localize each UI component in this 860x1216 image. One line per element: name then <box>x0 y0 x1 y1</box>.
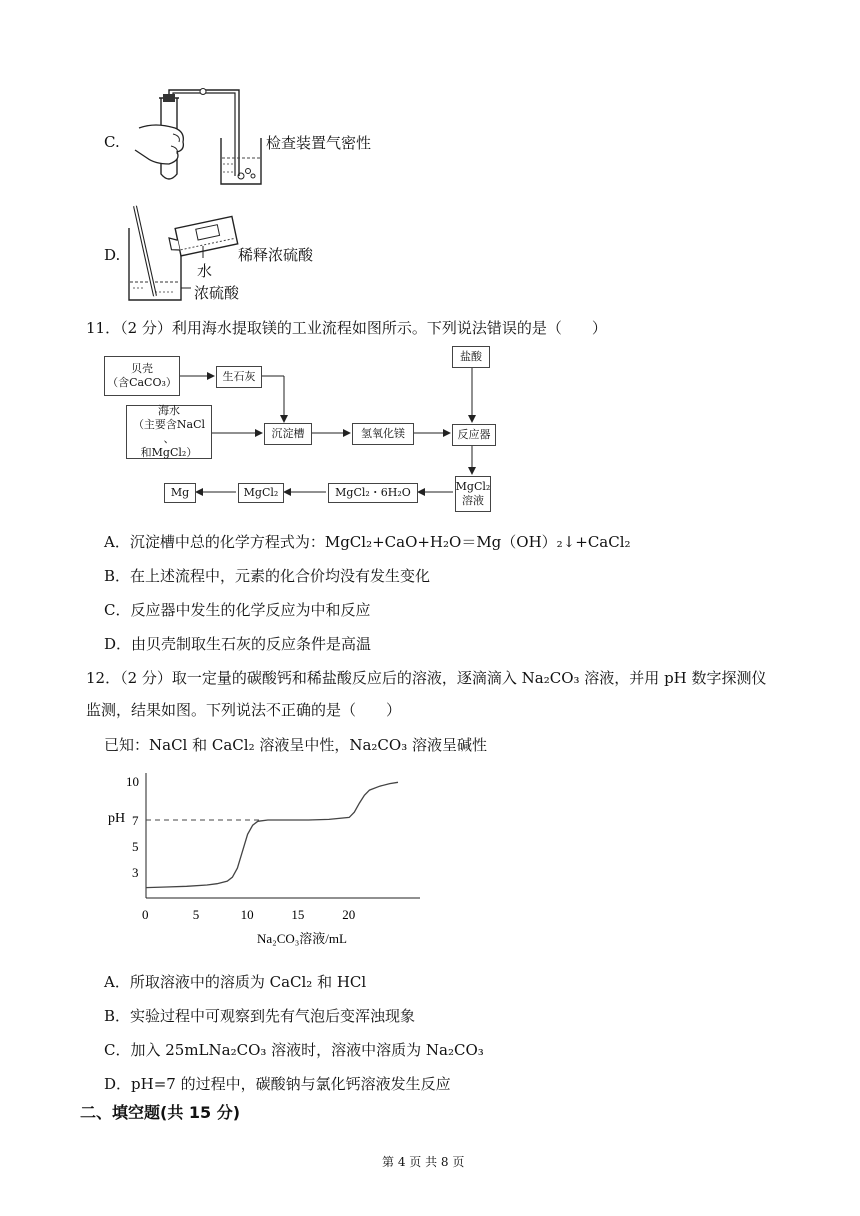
ph-chart <box>100 765 430 950</box>
x-tick-label: 15 <box>291 907 305 922</box>
q12-option-a: A．所取溶液中的溶质为 CaCl₂ 和 HCl <box>104 973 367 991</box>
option-c-label: C. <box>104 133 120 151</box>
x-tick-label: 10 <box>240 907 254 922</box>
flow-mgcl2-box <box>238 483 284 503</box>
option-d-label: D. <box>104 246 121 264</box>
y-tick-label: 10 <box>126 774 139 789</box>
flow-seawater-label: 海水 <box>158 404 180 417</box>
x-axis-label: Na₂CO₃溶液/mL <box>257 931 347 946</box>
y-axis-label: pH <box>108 811 126 826</box>
flow-mgoh-box <box>352 423 414 445</box>
x-tick-label: 20 <box>342 907 356 922</box>
option-c-caption: 检查装置气密性 <box>266 134 372 152</box>
q12-option-c: C．加入 25mLNa₂CO₃ 溶液时，溶液中溶质为 Na₂CO₃ <box>104 1041 484 1059</box>
ph-curve <box>146 782 398 887</box>
flow-mgcl2-solution-label: 溶液 <box>462 494 484 507</box>
flow-mgcl2-label: MgCl₂ <box>243 486 279 499</box>
flow-mgcl2-solution-box <box>455 476 491 512</box>
flow-mgcl2-solution-formula: MgCl₂ <box>455 480 491 493</box>
q11-option-c: C．反应器中发生的化学反应为中和反应 <box>104 601 371 619</box>
q12-stem-line2: 监测，结果如图。下列说法不正确的是（ ） <box>86 701 402 719</box>
section-two-heading: 二、填空题(共 15 分) <box>80 1103 241 1122</box>
flow-reactor-label: 反应器 <box>457 428 491 441</box>
flow-tank-box <box>264 423 312 445</box>
y-tick-label: 7 <box>132 813 139 828</box>
x-tick-label: 5 <box>192 907 200 922</box>
flow-quicklime-label: 生石灰 <box>222 370 256 383</box>
flow-mg-label: Mg <box>170 486 190 499</box>
flow-hydrate-box <box>328 483 418 503</box>
flow-tank-label: 沉淀槽 <box>271 427 305 440</box>
flow-mg-box <box>164 483 196 503</box>
y-tick-label: 3 <box>132 865 139 880</box>
x-tick-label: 0 <box>142 907 149 922</box>
q12-option-b: B．实验过程中可观察到先有气泡后变浑浊现象 <box>104 1007 416 1025</box>
flow-seawater-note2: 和MgCl₂） <box>140 446 198 459</box>
flow-shell-box <box>104 356 180 396</box>
flow-hydrate-label: MgCl₂・6H₂O <box>335 486 411 499</box>
flow-hcl-box <box>452 346 490 368</box>
page-footer: 第 4 页 共 8 页 <box>382 1155 465 1169</box>
flow-seawater-box <box>126 405 212 459</box>
flow-reactor-box <box>452 424 496 446</box>
flow-shell-note: （含CaCO₃） <box>107 376 177 389</box>
option-d-caption: 稀释浓硫酸 <box>238 246 314 264</box>
flow-seawater-note1: （主要含NaCl 、 <box>132 418 206 445</box>
q11-option-b: B．在上述流程中，元素的化合价均没有发生变化 <box>104 567 431 585</box>
flow-mgoh-label: 氢氧化镁 <box>361 427 405 440</box>
q12-stem-line1: 12．（2 分）取一定量的碳酸钙和稀盐酸反应后的溶液，逐滴滴入 Na₂CO₃ 溶液，并用 pH 数字探测仪 <box>86 669 767 687</box>
q11-option-a: A．沉淀槽中总的化学方程式为：MgCl₂+CaO+H₂O＝Mg（OH）₂↓+CaCl₂ <box>104 533 631 551</box>
flow-quicklime-box <box>216 366 262 388</box>
y-tick-label: 5 <box>132 839 139 854</box>
q11-stem: 11．（2 分）利用海水提取镁的工业流程如图所示。下列说法错误的是（ ） <box>86 319 607 337</box>
q12-known: 已知：NaCl 和 CaCl₂ 溶液呈中性，Na₂CO₃ 溶液呈碱性 <box>104 736 487 754</box>
conc-acid-label: 浓硫酸 <box>194 284 240 302</box>
flow-hcl-label: 盐酸 <box>460 350 482 363</box>
flow-shell-label: 贝壳 <box>131 362 153 375</box>
water-label: 水 <box>197 262 213 280</box>
q12-option-d: D．pH=7 的过程中，碳酸钠与氯化钙溶液发生反应 <box>104 1075 451 1093</box>
q11-option-d: D．由贝壳制取生石灰的反应条件是高温 <box>104 635 372 653</box>
